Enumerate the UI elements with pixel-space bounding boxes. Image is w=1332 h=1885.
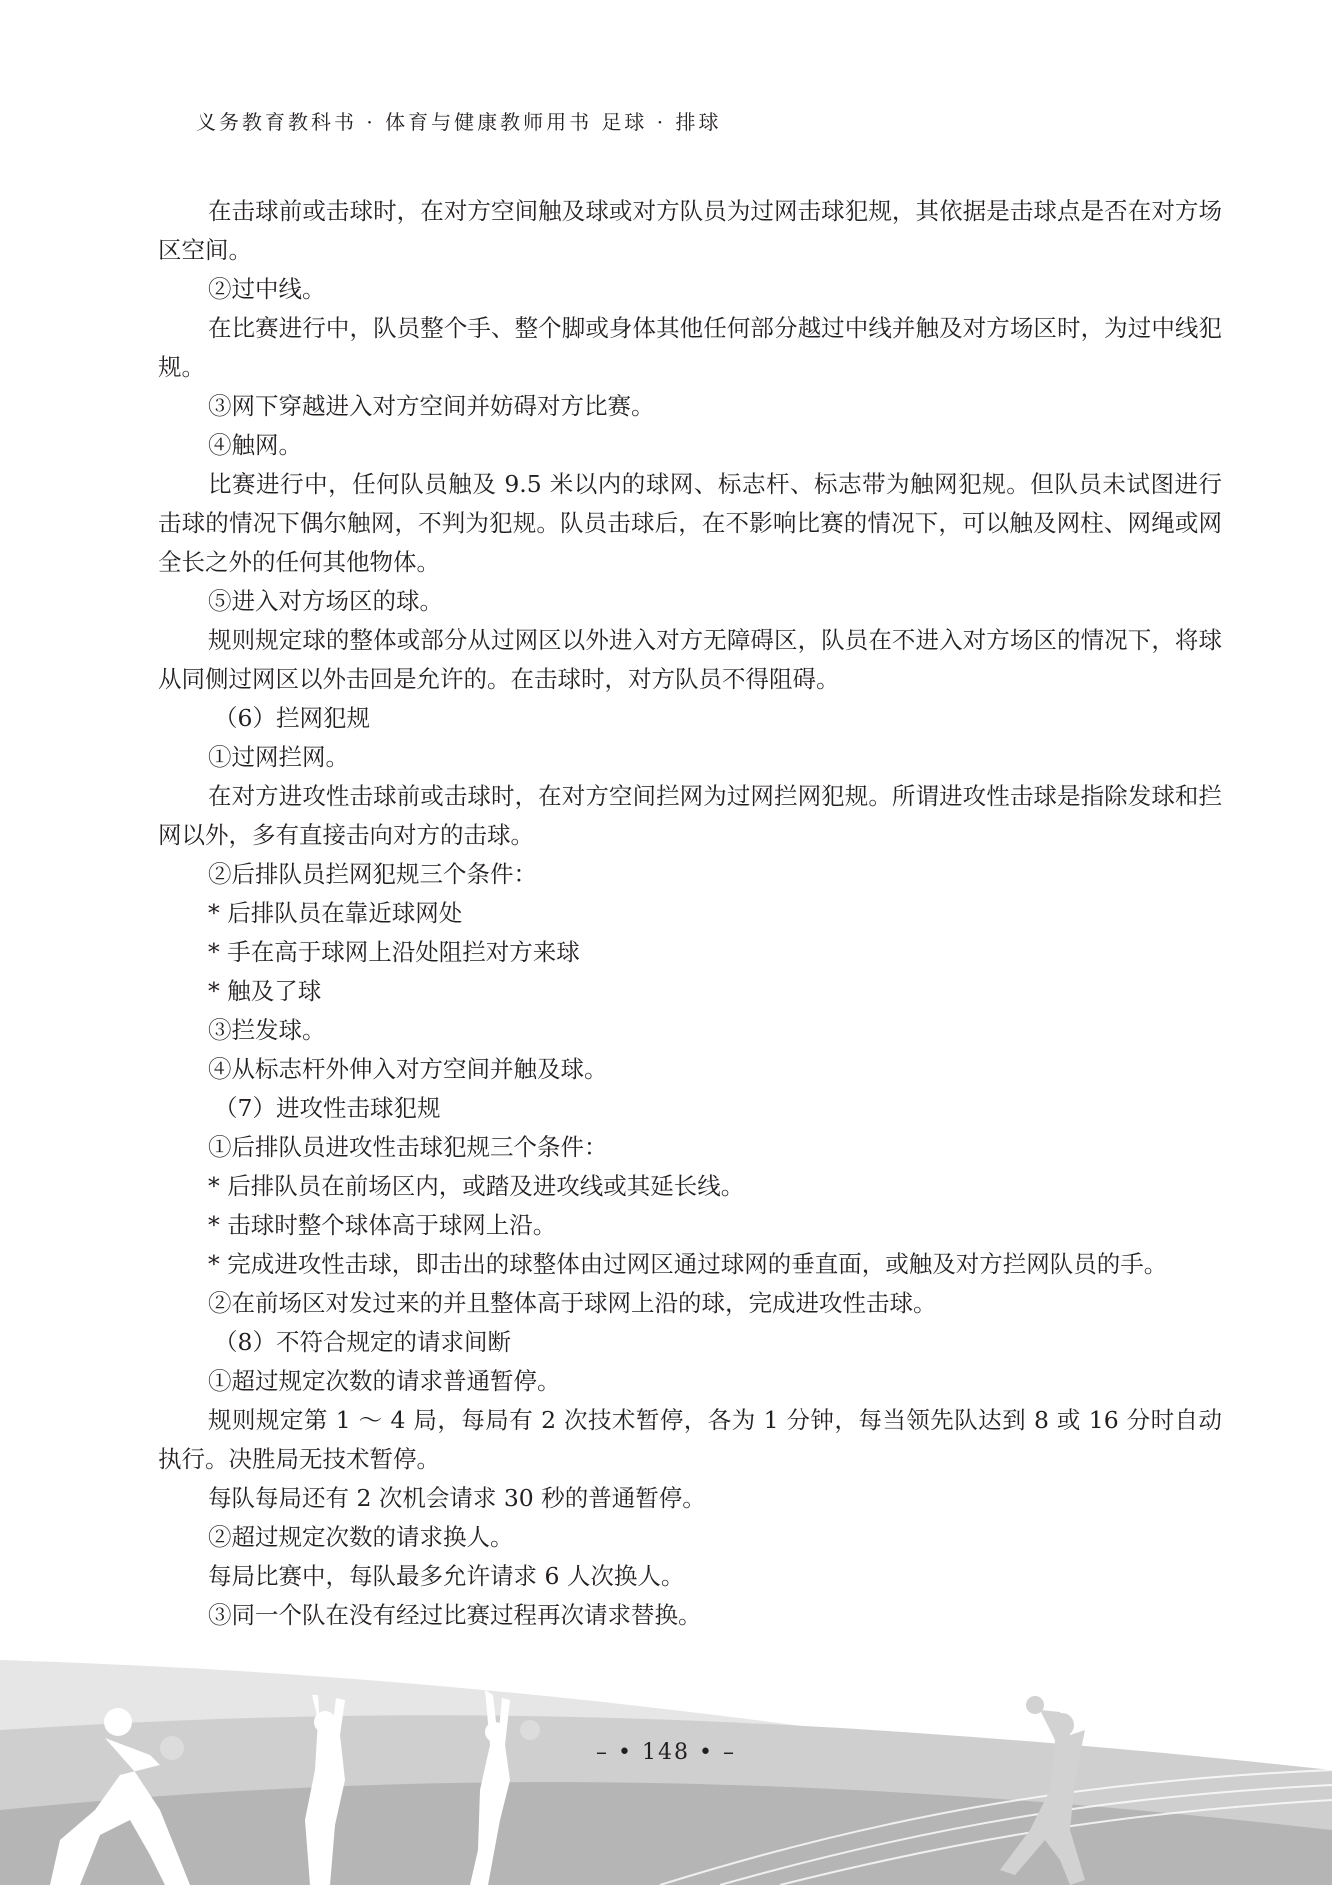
paragraph: ③网下穿越进入对方空间并妨碍对方比赛。 [208, 392, 655, 420]
paragraph: （7）进攻性击球犯规 [214, 1094, 441, 1122]
paragraph: ①过网拦网。 [208, 743, 349, 771]
paragraph: 在对方进攻性击球前或击球时，在对方空间拦网为过网拦网犯规。所谓进攻性击球是指除发球和拦网以外，多有直接击向对方的击球。 [158, 782, 1222, 849]
running-header: 义务教育教科书 · 体育与健康教师用书 足球 · 排球 [196, 110, 722, 134]
paragraph: * 后排队员在靠近球网处 [208, 899, 463, 927]
page-number: – • 148 • – [596, 1740, 736, 1765]
paragraph: 规则规定第 1 ～ 4 局，每局有 2 次技术暂停，各为 1 分钟，每当领先队达到 8 或 16 分时自动执行。决胜局无技术暂停。 [158, 1406, 1222, 1473]
paragraph: ②在前场区对发过来的并且整体高于球网上沿的球，完成进攻性击球。 [208, 1289, 937, 1317]
paragraph: ②超过规定次数的请求换人。 [208, 1523, 514, 1551]
paragraph: * 完成进攻性击球，即击出的球整体由过网区通过球网的垂直面，或触及对方拦网队员的手。 [208, 1250, 1168, 1278]
paragraph: * 手在高于球网上沿处阻拦对方来球 [208, 938, 580, 966]
paragraph: 比赛进行中，任何队员触及 9.5 米以内的球网、标志杆、标志带为触网犯规。但队员未试图进行击球的情况下偶尔触网，不判为犯规。队员击球后，在不影响比赛的情况下，可以触及网柱、网绳或网全长之外的任何其他物体。 [158, 470, 1222, 576]
paragraph: 每局比赛中，每队最多允许请求 6 人次换人。 [208, 1562, 685, 1590]
paragraph: （6）拦网犯规 [214, 704, 370, 732]
paragraph: ①超过规定次数的请求普通暂停。 [208, 1367, 561, 1395]
paragraph: ④从标志杆外伸入对方空间并触及球。 [208, 1055, 608, 1083]
paragraph: * 触及了球 [208, 977, 322, 1005]
paragraph: 每队每局还有 2 次机会请求 30 秒的普通暂停。 [208, 1484, 706, 1512]
paragraph: ③拦发球。 [208, 1016, 326, 1044]
paragraph: ①后排队员进攻性击球犯规三个条件： [208, 1133, 608, 1161]
paragraph: ②过中线。 [208, 275, 326, 303]
paragraph: * 后排队员在前场区内，或踏及进攻线或其延长线。 [208, 1172, 745, 1200]
paragraph: ⑤进入对方场区的球。 [208, 587, 443, 615]
paragraph: ④触网。 [208, 431, 302, 459]
paragraph: 规则规定球的整体或部分从过网区以外进入对方无障碍区，队员在不进入对方场区的情况下，将球从同侧过网区以外击回是允许的。在击球时，对方队员不得阻碍。 [158, 626, 1222, 693]
paragraph: 在比赛进行中，队员整个手、整个脚或身体其他任何部分越过中线并触及对方场区时，为过中线犯规。 [158, 314, 1222, 381]
paragraph: （8）不符合规定的请求间断 [214, 1328, 511, 1356]
footer-volleyball-art [0, 1660, 1332, 1885]
paragraph: * 击球时整个球体高于球网上沿。 [208, 1211, 557, 1239]
body-text [158, 192, 1222, 1635]
paragraph: 在击球前或击球时，在对方空间触及球或对方队员为过网击球犯规，其依据是击球点是否在对方场区空间。 [158, 197, 1222, 264]
paragraph: ③同一个队在没有经过比赛过程再次请求替换。 [208, 1601, 702, 1629]
paragraph: ②后排队员拦网犯规三个条件： [208, 860, 537, 888]
